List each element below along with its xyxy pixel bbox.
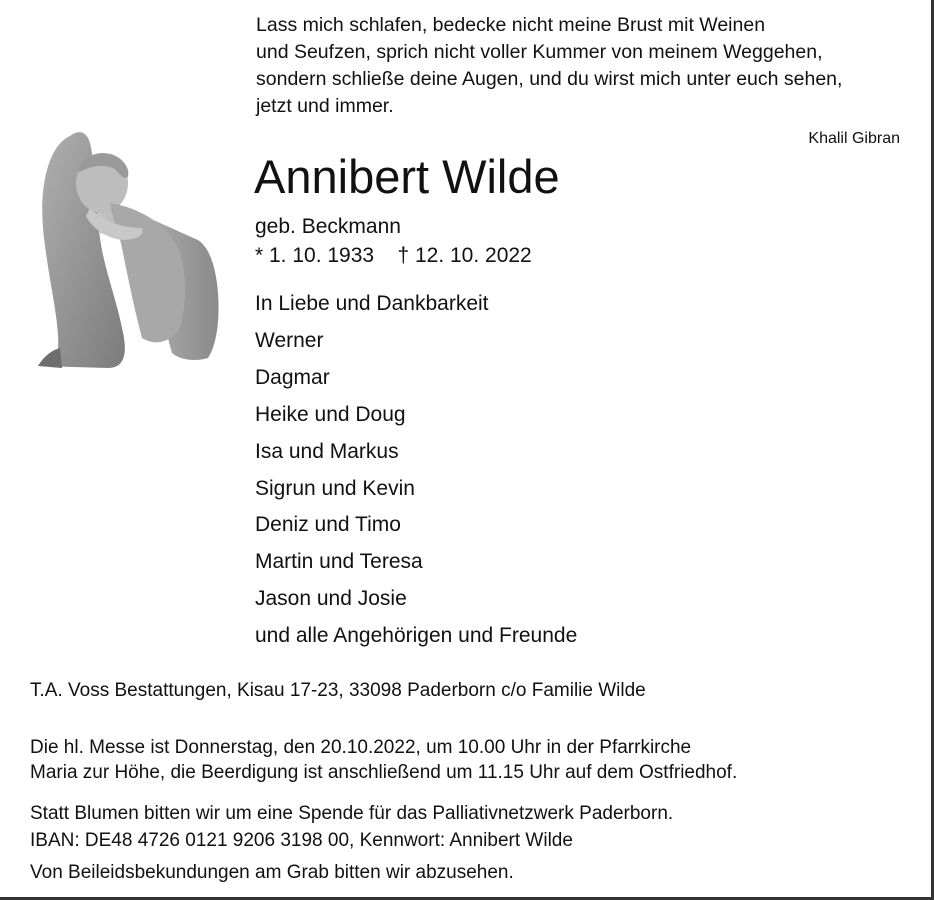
mourner-item: Isa und Markus — [255, 439, 399, 463]
quote-line: Lass mich schlafen, bedecke nicht meine Brust mit Weinen — [256, 14, 766, 36]
mourner-item: Sigrun und Kevin — [255, 476, 415, 500]
deceased-name: Annibert Wilde — [254, 150, 560, 203]
mourner-item: Jason und Josie — [255, 587, 407, 611]
donation-request: Statt Blumen bitten wir um eine Spende für das Palliativnetzwerk Paderborn. — [30, 803, 674, 824]
mass-info-line: Die hl. Messe ist Donnerstag, den 20.10.2022, um 10.00 Uhr in der Pfarrkirche — [30, 737, 692, 758]
life-dates — [255, 242, 532, 270]
maiden-name: geb. Beckmann — [255, 215, 401, 238]
death-date: † 12. 10. 2022 — [397, 244, 532, 267]
mass-info-line: Maria zur Höhe, die Beerdigung ist anschließend um 11.15 Uhr auf dem Ostfriedhof. — [30, 762, 738, 783]
donation-bank-details: IBAN: DE48 4726 0121 9206 3198 00, Kennwort: Annibert Wilde — [30, 830, 573, 851]
funeral-home-address: T.A. Voss Bestattungen, Kisau 17-23, 33098 Paderborn c/o Familie Wilde — [30, 680, 646, 701]
mourner-item: Martin und Teresa — [255, 550, 423, 574]
mourner-item: Heike und Doug — [255, 402, 406, 426]
quote-line: jetzt und immer. — [256, 95, 394, 117]
mourner-item: Dagmar — [255, 365, 330, 389]
birth-date: * 1. 10. 1933 — [255, 244, 375, 267]
mourner-item: Werner — [255, 328, 324, 352]
mourner-item: und alle Angehörigen und Freunde — [255, 624, 578, 648]
mourners-dedication: In Liebe und Dankbarkeit — [255, 292, 489, 315]
quote-line: sondern schließe deine Augen, und du wirst mich unter euch sehen, — [256, 68, 843, 90]
mourners-list — [255, 286, 577, 655]
quote-text — [256, 12, 916, 120]
quote-author: Khalil Gibran — [808, 130, 900, 147]
mourner-item: Deniz und Timo — [255, 513, 401, 537]
condolence-note: Von Beileidsbekundungen am Grab bitten wir abzusehen. — [30, 862, 514, 883]
hand-holding-child-icon — [30, 128, 225, 373]
quote-line: und Seufzen, sprich nicht voller Kummer von meinem Weggehen, — [256, 41, 823, 63]
